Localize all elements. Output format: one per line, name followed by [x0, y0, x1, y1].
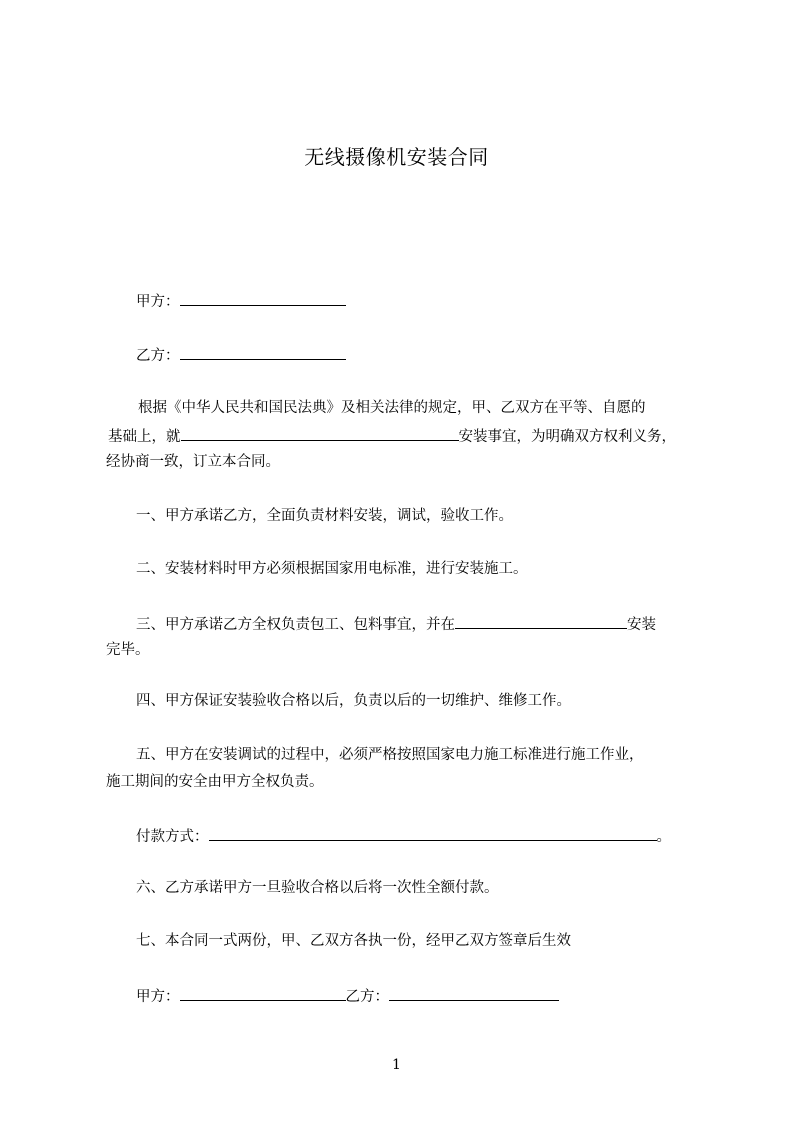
payment-end: 。 [656, 829, 671, 845]
page-number: 1 [392, 1057, 401, 1073]
clause-5-line-2: 施工期间的安全由甲方全权负责。 [106, 774, 324, 790]
party-b-label: 乙方： [136, 348, 180, 364]
signature-party-a-label: 甲方： [136, 989, 180, 1005]
preamble-line-2-end: 安装事宜，为明确双方权利义务， [458, 429, 676, 445]
clause-2: 二、安装材料时甲方必须根据国家用电标准，进行安装施工。 [136, 561, 528, 577]
signature-line [136, 985, 559, 1007]
document-title: 无线摄像机安装合同 [304, 145, 489, 169]
party-a-label: 甲方： [136, 294, 180, 310]
clause-3-line-2: 完毕。 [106, 642, 150, 658]
preamble-line-3: 经协商一致，订立本合同。 [106, 454, 280, 470]
payment-label: 付款方式： [136, 829, 209, 845]
clause-3-end: 安装 [627, 617, 656, 633]
completion-date-blank [455, 613, 627, 629]
clause-3-start: 三、甲方承诺乙方全权负责包工、包料事宜，并在 [136, 617, 455, 633]
party-a-blank [180, 290, 346, 306]
clause-7: 七、本合同一式两份，甲、乙双方各执一份，经甲乙双方签章后生效 [136, 933, 571, 949]
clause-5-line-1: 五、甲方在安装调试的过程中，必须严格按照国家电力施工标准进行施工作业， [136, 747, 644, 763]
signature-party-b-blank [389, 985, 559, 1001]
party-b-line [136, 344, 346, 366]
payment-blank [209, 825, 657, 841]
signature-party-b-label: 乙方： [345, 989, 389, 1005]
party-a-line [136, 290, 346, 312]
preamble-line-2 [108, 425, 676, 447]
preamble-line-1: 根据《中华人民共和国民法典》及相关法律的规定，甲、乙双方在平等、自愿的 [138, 400, 646, 416]
party-b-blank [180, 344, 346, 360]
clause-3-line-1 [136, 613, 656, 635]
payment-line [136, 825, 671, 847]
clause-6: 六、乙方承诺甲方一旦验收合格以后将一次性全额付款。 [136, 880, 499, 896]
clause-1: 一、甲方承诺乙方，全面负责材料安装，调试，验收工作。 [136, 508, 513, 524]
clause-4: 四、甲方保证安装验收合格以后，负责以后的一切维护、维修工作。 [136, 693, 571, 709]
preamble-line-2-start: 基础上，就 [108, 429, 181, 445]
project-blank [181, 425, 459, 441]
signature-party-a-blank [180, 985, 346, 1001]
